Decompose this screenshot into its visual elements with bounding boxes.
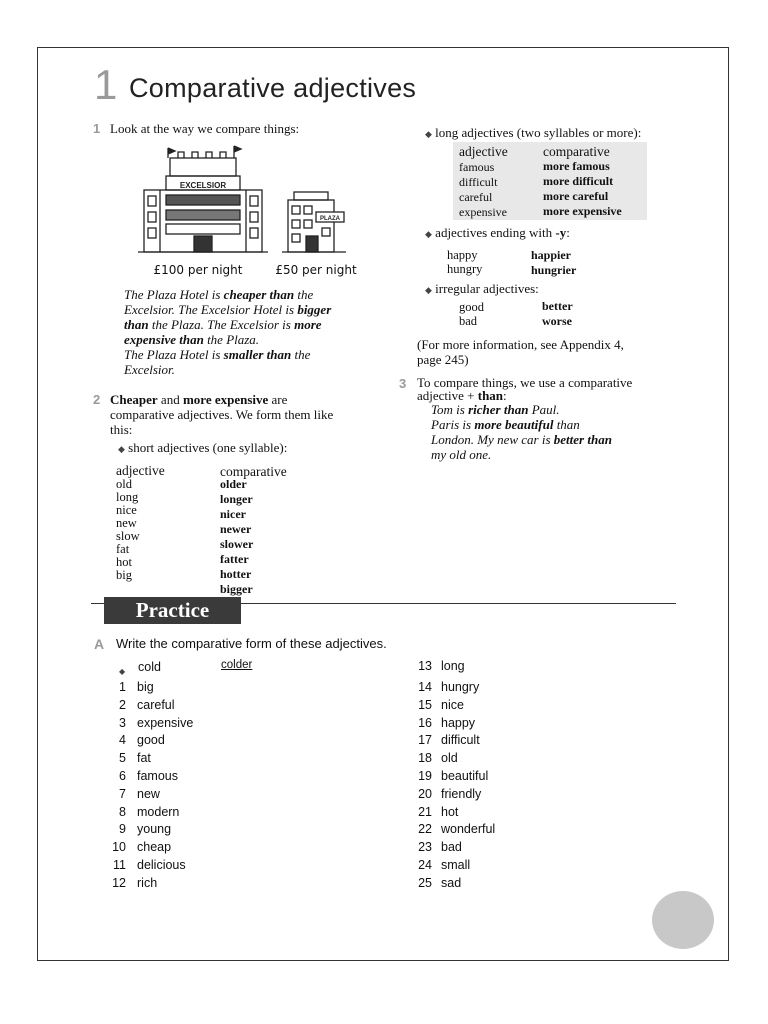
comparative-item: more expensive bbox=[543, 204, 622, 218]
text-fragment: Excelsior. The Excelsior Hotel is bbox=[124, 302, 298, 317]
example-answer: colder bbox=[221, 659, 253, 671]
exercise-item bbox=[104, 876, 304, 893]
short-adjective-list bbox=[116, 478, 140, 582]
exercise-item bbox=[104, 751, 304, 768]
bold-term: more beautiful bbox=[474, 417, 554, 432]
text-fragment: Excelsior. bbox=[124, 362, 175, 377]
exercise-item bbox=[410, 733, 610, 750]
irregular-adjectives-label: irregular adjectives: bbox=[435, 281, 539, 296]
short-adjectives-label: short adjectives (one syllable): bbox=[128, 440, 288, 455]
column-header-adjective: adjective bbox=[116, 463, 165, 478]
page-title: Comparative adjectives bbox=[129, 73, 417, 103]
y-adjective-list bbox=[447, 248, 482, 276]
example-line bbox=[124, 347, 364, 362]
practice-banner: Practice bbox=[104, 597, 241, 624]
example-line bbox=[431, 447, 671, 462]
plaza-price: £50 per night bbox=[275, 263, 357, 277]
comparative-item: better bbox=[542, 299, 573, 313]
text-fragment: my old one. bbox=[431, 447, 492, 462]
exercise-item-word: hot bbox=[441, 804, 459, 819]
comparative-item: hotter bbox=[220, 567, 252, 581]
comparative-item: older bbox=[220, 477, 247, 491]
exercise-item bbox=[104, 680, 304, 697]
unit-number: 1 bbox=[94, 61, 118, 108]
bold-term: expensive than bbox=[124, 332, 204, 347]
section-3-text bbox=[417, 376, 632, 402]
example-line bbox=[431, 432, 671, 447]
adjective-item: big bbox=[116, 568, 132, 582]
section-2-line: this: bbox=[110, 422, 133, 437]
text-fragment: : bbox=[503, 388, 507, 403]
exercise-item bbox=[104, 858, 304, 875]
example-bullet-icon: ◆ bbox=[119, 667, 126, 676]
text-fragment: the bbox=[294, 287, 314, 302]
term-more-expensive: more expensive bbox=[182, 392, 269, 407]
long-column-header-comparative: comparative bbox=[543, 144, 610, 159]
exercise-item bbox=[410, 659, 610, 676]
bold-term: cheaper than bbox=[223, 287, 295, 302]
exercise-item-number: 23 bbox=[418, 840, 432, 855]
exercise-item-number: 1 bbox=[119, 680, 126, 694]
exercise-item-word: bad bbox=[441, 840, 462, 855]
exercise-item-word: new bbox=[137, 786, 160, 801]
comparative-item: nicer bbox=[220, 507, 246, 521]
text-fragment: Paris is bbox=[431, 417, 475, 432]
exercise-item-number: 6 bbox=[119, 769, 126, 783]
bold-term: more bbox=[294, 317, 322, 332]
y-adjectives-heading bbox=[425, 225, 570, 242]
bullet-icon: ◆ bbox=[425, 129, 432, 139]
comparative-item: hungrier bbox=[531, 263, 577, 277]
exercise-item bbox=[410, 858, 610, 875]
text-fragment: adjective + bbox=[417, 388, 478, 403]
long-column-header-adjective: adjective bbox=[459, 144, 508, 159]
exercise-item-number: 8 bbox=[119, 804, 126, 819]
short-comparative-list bbox=[220, 477, 253, 597]
exercise-item-word: small bbox=[441, 858, 471, 872]
exercise-item-number: 5 bbox=[119, 751, 126, 766]
exercise-item-word: beautiful bbox=[441, 769, 489, 783]
exercise-item bbox=[104, 769, 304, 786]
page-marker-circle bbox=[652, 891, 714, 949]
y-adjectives-label: adjectives ending with bbox=[435, 225, 556, 240]
exercise-item-number: 25 bbox=[418, 875, 432, 890]
section-3-example-text bbox=[431, 402, 671, 462]
text-fragment: Paul. bbox=[528, 402, 560, 417]
exercise-item-word: careful bbox=[137, 697, 175, 712]
text-fragment: the Plaza. The Excelsior is bbox=[148, 317, 295, 332]
section-2-text bbox=[110, 392, 370, 437]
bold-term: bigger bbox=[297, 302, 332, 317]
exercise-item-number: 9 bbox=[119, 822, 126, 837]
exercise-item-word: expensive bbox=[137, 715, 194, 730]
adjective-item: good bbox=[459, 300, 484, 314]
comparative-item: bigger bbox=[220, 582, 253, 596]
exercise-item-number: 19 bbox=[418, 769, 432, 783]
adjective-item: expensive bbox=[459, 205, 507, 219]
exercise-item bbox=[410, 716, 610, 733]
exercise-item-word: nice bbox=[441, 697, 464, 712]
exercise-item-word: hungry bbox=[441, 680, 480, 694]
bold-term: than bbox=[124, 317, 149, 332]
exercise-item-word: sad bbox=[441, 875, 462, 890]
exercise-item-number: 15 bbox=[418, 697, 432, 712]
exercise-item-number: 3 bbox=[119, 715, 126, 730]
term-than: than bbox=[477, 388, 504, 403]
section-number: 3 bbox=[399, 376, 407, 391]
exercise-item-number: 20 bbox=[418, 786, 432, 801]
exercise-item-number: 24 bbox=[418, 858, 432, 872]
exercise-item-word: modern bbox=[137, 804, 180, 819]
adjective-item: bad bbox=[459, 314, 478, 328]
exercise-item bbox=[410, 751, 610, 768]
exercise-item-word: long bbox=[441, 659, 465, 673]
exercise-item-number: 14 bbox=[418, 680, 432, 694]
y-comparative-list bbox=[531, 248, 576, 278]
comparative-item: more difficult bbox=[543, 174, 614, 188]
exercise-item-word: difficult bbox=[441, 733, 480, 748]
exercise-item-number: 12 bbox=[112, 875, 126, 890]
text-fragment: The Plaza Hotel is bbox=[124, 287, 224, 302]
section-3-line: To compare things, we use a comparative bbox=[417, 375, 633, 390]
exercise-item bbox=[104, 787, 304, 804]
appendix-note bbox=[417, 337, 624, 367]
adjective-item: old bbox=[116, 477, 132, 491]
bullet-icon: ◆ bbox=[425, 285, 432, 295]
comparative-item: newer bbox=[220, 522, 252, 536]
section-2-line: comparative adjectives. We form them like bbox=[110, 407, 334, 422]
exercise-item-word: good bbox=[137, 733, 165, 748]
section-1-intro: Look at the way we compare things: bbox=[110, 121, 300, 136]
appendix-note-line: (For more information, see Appendix 4, bbox=[417, 337, 624, 352]
exercise-item bbox=[410, 822, 610, 839]
exercise-item bbox=[410, 787, 610, 804]
exercise-item bbox=[410, 840, 610, 857]
plaza-sign: PLAZA bbox=[320, 216, 340, 222]
exercise-item-number: 17 bbox=[418, 733, 432, 748]
column-header-comparative: comparative bbox=[220, 464, 287, 479]
example-word: cold bbox=[138, 660, 161, 674]
adjective-item: careful bbox=[459, 190, 493, 204]
adjective-item: fat bbox=[116, 542, 130, 556]
exercise-item-word: friendly bbox=[441, 786, 482, 801]
example-line bbox=[124, 302, 364, 317]
section-number: 2 bbox=[93, 392, 101, 407]
exercise-item-number: 7 bbox=[119, 786, 126, 801]
long-adjective-list bbox=[459, 160, 507, 220]
short-adjectives-heading bbox=[118, 440, 287, 457]
adjective-item: happy bbox=[447, 248, 478, 262]
exercise-item-word: young bbox=[137, 822, 172, 837]
example-line bbox=[431, 402, 671, 417]
example-line bbox=[124, 287, 364, 302]
exercise-item-word: old bbox=[441, 751, 458, 766]
exercise-item bbox=[410, 805, 610, 822]
exercise-item bbox=[410, 769, 610, 786]
adjective-item: long bbox=[116, 490, 139, 504]
exercise-item bbox=[104, 840, 304, 857]
comparative-item: fatter bbox=[220, 552, 249, 566]
text-fragment: the bbox=[291, 347, 311, 362]
exercise-item bbox=[104, 716, 304, 733]
bold-term: richer than bbox=[468, 402, 529, 417]
irregular-comparative-list bbox=[542, 299, 573, 329]
text-fragment: and bbox=[157, 392, 183, 407]
exercise-item bbox=[104, 822, 304, 839]
text-fragment: London. My new car is bbox=[431, 432, 554, 447]
comparative-item: longer bbox=[220, 492, 253, 506]
section-1-example-text bbox=[124, 287, 364, 377]
bold-term: smaller than bbox=[223, 347, 292, 362]
exercise-item-number: 13 bbox=[418, 659, 432, 673]
exercise-item bbox=[104, 733, 304, 750]
comparative-item: worse bbox=[542, 314, 572, 328]
adjective-item: hot bbox=[116, 555, 132, 569]
irregular-adjectives-heading bbox=[425, 281, 539, 298]
exercise-item-number: 4 bbox=[119, 733, 126, 748]
excelsior-price: £100 per night bbox=[153, 263, 243, 277]
exercise-item-word: fat bbox=[137, 751, 151, 766]
example-line bbox=[431, 417, 671, 432]
text-fragment: than bbox=[553, 417, 580, 432]
adjective-item: slow bbox=[116, 529, 140, 543]
exercise-item bbox=[104, 698, 304, 715]
text-fragment: Tom is bbox=[431, 402, 469, 417]
exercise-instruction: Write the comparative form of these adjectives. bbox=[116, 636, 387, 651]
y-suffix: -y bbox=[555, 225, 567, 240]
example-line bbox=[124, 332, 364, 347]
exercise-item-number: 10 bbox=[112, 840, 126, 855]
long-comparative-list bbox=[543, 159, 622, 219]
exercise-item bbox=[410, 698, 610, 715]
exercise-item-word: big bbox=[137, 680, 154, 694]
comparative-item: more careful bbox=[543, 189, 609, 203]
exercise-item-word: happy bbox=[441, 715, 476, 730]
exercise-item-number: 11 bbox=[113, 858, 126, 872]
term-cheaper: Cheaper bbox=[110, 392, 158, 407]
text-fragment: The Plaza Hotel is bbox=[124, 347, 224, 362]
appendix-note-line: page 245) bbox=[417, 352, 469, 367]
example-line bbox=[124, 362, 364, 377]
comparative-item: happier bbox=[531, 248, 572, 262]
exercise-item-word: rich bbox=[137, 875, 158, 890]
bullet-icon: ◆ bbox=[425, 229, 432, 239]
excelsior-sign: EXCELSIOR bbox=[179, 181, 227, 190]
exercise-item-word: wonderful bbox=[441, 822, 496, 837]
exercise-item bbox=[410, 876, 610, 893]
text-fragment: the Plaza. bbox=[203, 332, 260, 347]
long-adjectives-label: long adjectives (two syllables or more): bbox=[435, 125, 642, 140]
exercise-item-number: 22 bbox=[418, 822, 432, 837]
adjective-item: difficult bbox=[459, 175, 498, 189]
exercise-letter: A bbox=[94, 636, 105, 652]
exercise-item-word: delicious bbox=[137, 858, 186, 872]
adjective-item: famous bbox=[459, 160, 495, 174]
long-adjectives-heading bbox=[425, 125, 641, 142]
irregular-adjective-list bbox=[459, 300, 484, 328]
exercise-item bbox=[410, 680, 610, 697]
exercise-item bbox=[104, 805, 304, 822]
text-fragment: are bbox=[268, 392, 288, 407]
exercise-item-word: cheap bbox=[137, 840, 172, 855]
section-number: 1 bbox=[93, 121, 101, 136]
example-line bbox=[124, 317, 364, 332]
exercise-item-word: famous bbox=[137, 769, 178, 783]
bold-term: better than bbox=[553, 432, 612, 447]
adjective-item: hungry bbox=[447, 262, 483, 276]
adjective-item: nice bbox=[116, 503, 137, 517]
exercise-item-number: 2 bbox=[119, 697, 126, 712]
comparative-item: more famous bbox=[543, 159, 610, 173]
text-fragment: : bbox=[566, 225, 570, 240]
comparative-item: slower bbox=[220, 537, 254, 551]
exercise-item-number: 18 bbox=[418, 751, 432, 766]
exercise-item-number: 21 bbox=[418, 804, 432, 819]
adjective-item: new bbox=[116, 516, 137, 530]
exercise-item-number: 16 bbox=[418, 715, 432, 730]
hotels-illustration bbox=[138, 140, 360, 282]
bullet-icon: ◆ bbox=[118, 444, 125, 454]
